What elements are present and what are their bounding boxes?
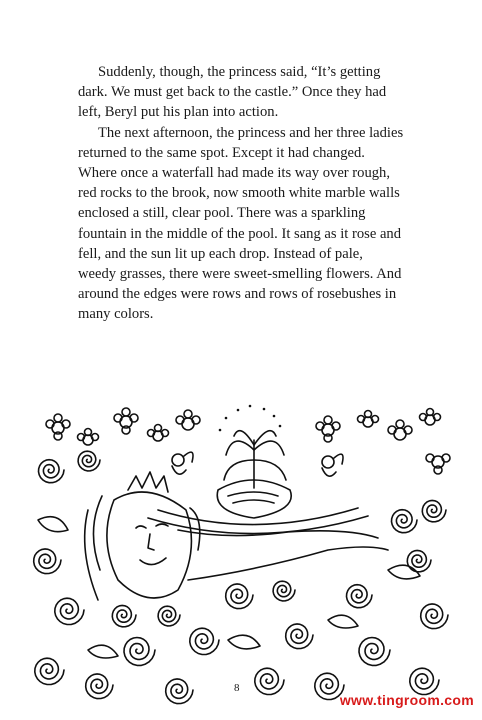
fairy-left	[172, 452, 193, 474]
rose-swirl	[422, 500, 446, 521]
rose-swirl	[158, 606, 180, 626]
flowers-top	[46, 408, 450, 474]
rose-swirl	[226, 584, 253, 609]
rose-swirl	[55, 598, 84, 624]
princess-drawing	[85, 472, 388, 600]
rose-swirl	[190, 628, 219, 654]
rose-swirl	[407, 550, 431, 571]
fountain-drawing	[217, 405, 291, 518]
rose-swirl	[35, 658, 64, 684]
rose-swirl	[421, 604, 448, 629]
watermark-text: www.tingroom.com	[339, 692, 474, 708]
rose-swirl	[112, 605, 136, 626]
story-text	[78, 62, 404, 325]
rose-swirl	[255, 668, 284, 694]
rose-swirl	[392, 510, 418, 533]
rose-swirl	[39, 460, 65, 483]
page-number: 8	[234, 682, 240, 694]
rosebushes	[34, 451, 448, 703]
rose-swirl	[78, 451, 100, 471]
rose-swirl	[286, 624, 313, 649]
rose-swirl	[410, 668, 439, 694]
rose-swirl	[34, 549, 61, 574]
rose-swirl	[166, 679, 193, 704]
rose-swirl	[124, 638, 155, 666]
rose-swirl	[347, 585, 373, 608]
rose-swirl	[273, 581, 295, 601]
rose-swirl	[86, 674, 113, 699]
princess-garden-illustration	[28, 400, 454, 710]
rose-swirl	[359, 638, 390, 666]
paragraph-1: Suddenly, though, the princess said, “It’s getting dark. We must get back to the castle.” Once they had left, Beryl put his plan into action.	[78, 64, 387, 121]
fairy-right	[322, 454, 343, 476]
paragraph-2: The next afternoon, the princess and her three ladies returned to the same spot. Except it had changed. Where once a waterfall had made its way over rough, red rocks to the brook, now smooth white marble walls enclosed a still, clear pool. There was a sparkling fountain in the middle of the pool. It sang as it rose and fell, and the sun lit up each drop. Instead of pale, weedy grasses, there were sweet-smelling flowers. And around the edges were rows and rows of rosebushes in many colors.	[78, 124, 404, 323]
